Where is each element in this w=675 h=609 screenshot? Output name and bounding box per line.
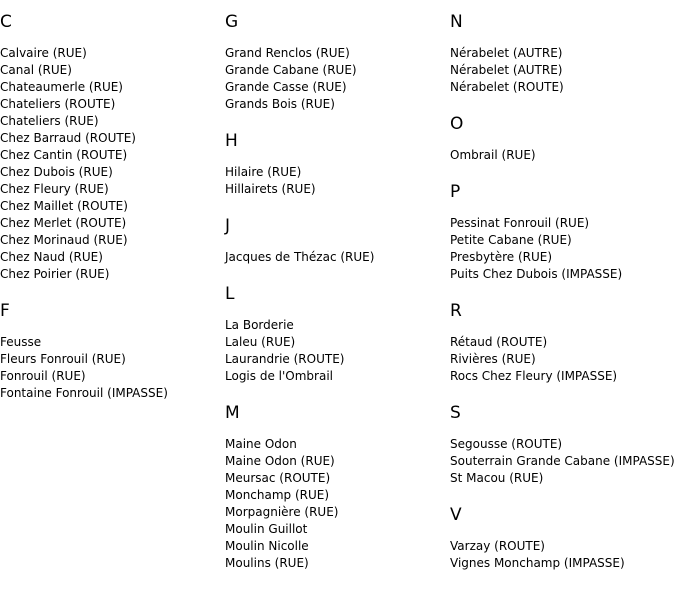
street-index-column-2 [225, 0, 450, 590]
street-entry: St Macou (RUE) [450, 471, 544, 485]
street-entry: Maine Odon (RUE) [225, 454, 335, 468]
street-entry: Chez Merlet (ROUTE) [0, 216, 127, 230]
street-list [450, 45, 675, 96]
street-entry: Rivières (RUE) [450, 352, 536, 366]
letter-section [450, 12, 675, 96]
street-entry: Nérabelet (ROUTE) [450, 80, 564, 94]
section-letter-heading: L [225, 284, 235, 304]
section-letter-heading: N [450, 12, 463, 32]
letter-section [450, 403, 675, 487]
street-entry: Chez Morinaud (RUE) [0, 233, 128, 247]
letter-section [225, 403, 450, 572]
letter-section [225, 131, 450, 198]
street-entry: Calvaire (RUE) [0, 46, 87, 60]
street-entry: Petite Cabane (RUE) [450, 233, 572, 247]
street-entry: Fonrouil (RUE) [0, 369, 86, 383]
street-entry: Chez Cantin (ROUTE) [0, 148, 128, 162]
letter-section [225, 216, 450, 266]
street-index-column-3 [450, 0, 675, 590]
section-letter-heading: P [450, 182, 461, 202]
street-entry: Rétaud (ROUTE) [450, 335, 548, 349]
street-list [450, 436, 675, 487]
street-entry: Chez Poirier (RUE) [0, 267, 110, 281]
street-entry: Meursac (ROUTE) [225, 471, 331, 485]
street-entry: Chez Dubois (RUE) [0, 165, 113, 179]
street-entry: Vignes Monchamp (IMPASSE) [450, 556, 625, 570]
street-entry: Segousse (ROUTE) [450, 437, 563, 451]
street-list [225, 436, 450, 572]
street-entry: La Borderie [225, 318, 294, 332]
section-letter-heading: M [225, 403, 240, 423]
street-entry: Pessinat Fonrouil (RUE) [450, 216, 590, 230]
street-entry: Nérabelet (AUTRE) [450, 46, 563, 60]
street-list [0, 45, 225, 283]
street-entry: Maine Odon [225, 437, 297, 451]
section-letter-heading: H [225, 131, 238, 151]
street-list [450, 215, 675, 283]
street-list [450, 334, 675, 385]
street-list [225, 317, 450, 385]
section-letter-heading: J [225, 216, 231, 236]
section-letter-heading: O [450, 114, 464, 134]
section-letter-heading: R [450, 301, 462, 321]
street-entry: Jacques de Thézac (RUE) [225, 250, 375, 264]
letter-section [225, 12, 450, 113]
street-list [0, 334, 225, 402]
street-entry: Moulins (RUE) [225, 556, 309, 570]
street-list [225, 164, 450, 198]
street-list [450, 147, 675, 164]
letter-section [450, 505, 675, 572]
street-entry: Feusse [0, 335, 42, 349]
street-list [225, 249, 450, 266]
street-entry: Presbytère (RUE) [450, 250, 553, 264]
letter-section [0, 301, 225, 402]
street-entry: Nérabelet (AUTRE) [450, 63, 563, 77]
street-entry: Grand Renclos (RUE) [225, 46, 350, 60]
street-entry: Moulin Nicolle [225, 539, 309, 553]
street-entry: Morpagnière (RUE) [225, 505, 339, 519]
street-list [225, 45, 450, 113]
section-letter-heading: S [450, 403, 461, 423]
street-entry: Fleurs Fonrouil (RUE) [0, 352, 126, 366]
section-letter-heading: F [0, 301, 10, 321]
section-letter-heading: G [225, 12, 239, 32]
street-entry: Souterrain Grande Cabane (IMPASSE) [450, 454, 675, 468]
street-entry: Moulin Guillot [225, 522, 308, 536]
street-entry: Laurandrie (ROUTE) [225, 352, 345, 366]
letter-section [225, 284, 450, 385]
letter-section [450, 182, 675, 283]
street-entry: Fontaine Fonrouil (IMPASSE) [0, 386, 168, 400]
street-entry: Hillairets (RUE) [225, 182, 316, 196]
section-letter-heading: C [0, 12, 12, 32]
street-entry: Chateliers (RUE) [0, 114, 99, 128]
street-index-column-1 [0, 0, 225, 420]
street-entry: Laleu (RUE) [225, 335, 296, 349]
street-entry: Grands Bois (RUE) [225, 97, 335, 111]
street-entry: Canal (RUE) [0, 63, 72, 77]
street-entry: Puits Chez Dubois (IMPASSE) [450, 267, 623, 281]
letter-section [450, 301, 675, 385]
street-entry: Chez Maillet (ROUTE) [0, 199, 128, 213]
street-entry: Chez Fleury (RUE) [0, 182, 109, 196]
letter-section [450, 114, 675, 164]
street-entry: Grande Casse (RUE) [225, 80, 347, 94]
street-entry: Chateaumerle (RUE) [0, 80, 123, 94]
street-entry: Logis de l'Ombrail [225, 369, 333, 383]
street-entry: Chateliers (ROUTE) [0, 97, 116, 111]
street-entry: Monchamp (RUE) [225, 488, 330, 502]
street-entry: Rocs Chez Fleury (IMPASSE) [450, 369, 618, 383]
street-list [450, 538, 675, 572]
street-entry: Chez Naud (RUE) [0, 250, 103, 264]
street-entry: Varzay (ROUTE) [450, 539, 545, 553]
street-entry: Hilaire (RUE) [225, 165, 302, 179]
letter-section [0, 12, 225, 283]
street-entry: Grande Cabane (RUE) [225, 63, 357, 77]
street-entry: Chez Barraud (ROUTE) [0, 131, 136, 145]
section-letter-heading: V [450, 505, 462, 525]
street-entry: Ombrail (RUE) [450, 148, 536, 162]
